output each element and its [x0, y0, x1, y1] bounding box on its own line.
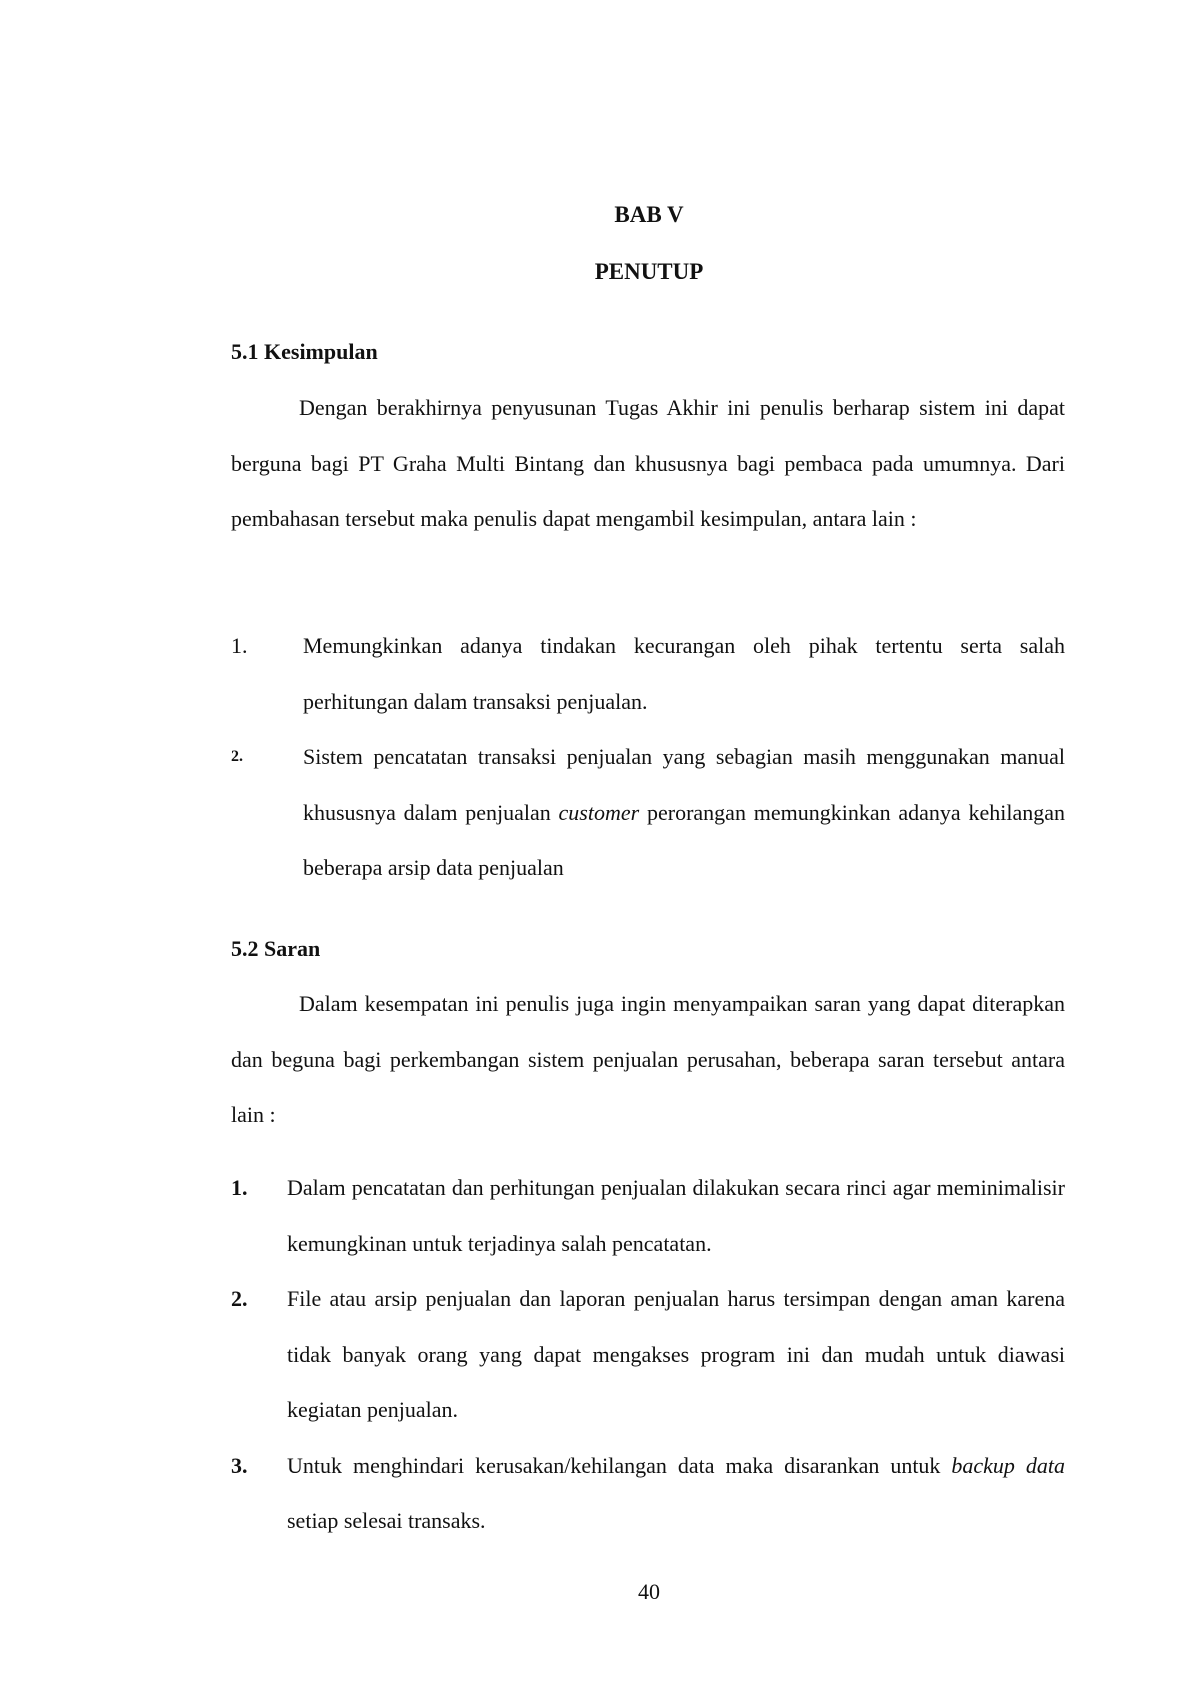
saran-list	[231, 1160, 1065, 1549]
list-item-number: 3.	[231, 1452, 248, 1478]
list-item-number: 1.	[231, 633, 248, 658]
italic-term: customer	[558, 799, 640, 825]
list-item	[231, 618, 1065, 729]
list-item-text: Untuk menghindari kerusakan/kehilangan data maka disarankan untuk backup data setiap selesai transaks.	[287, 1452, 1065, 1533]
list-item-text: Sistem pencatatan transaksi penjualan yang sebagian masih menggunakan manual khususnya dalam penjualan customer perorangan memungkinkan adanya kehilangan beberapa arsip data penjualan	[303, 744, 1065, 880]
list-item-number: 2.	[231, 748, 243, 765]
section-heading-saran: 5.2 Saran	[231, 936, 321, 961]
list-item-text: File atau arsip penjualan dan laporan penjualan harus tersimpan dengan aman karena tidak banyak orang yang dapat mengakses program ini dan mudah untuk diawasi kegiatan penjualan.	[287, 1286, 1065, 1422]
list-item	[231, 729, 1065, 896]
list-item-text: Dalam pencatatan dan perhitungan penjualan dilakukan secara rinci agar meminimalisir kemungkinan untuk terjadinya salah pencatatan.	[287, 1175, 1065, 1256]
page-number: 40	[638, 1579, 660, 1604]
list-item	[231, 1271, 1065, 1438]
list-item-number: 2.	[231, 1286, 248, 1311]
kesimpulan-list	[231, 618, 1065, 896]
saran-paragraph: Dalam kesempatan ini penulis juga ingin menyampaikan saran yang dapat diterapkan dan beguna bagi perkembangan sistem penjualan perusahan, beberapa saran tersebut antara lain :	[231, 991, 1065, 1127]
list-item	[231, 1160, 1065, 1271]
chapter-label: BAB V	[614, 202, 684, 227]
chapter-title: PENUTUP	[594, 259, 704, 284]
italic-term: backup data	[951, 1452, 1065, 1478]
list-item-number: 1.	[231, 1175, 248, 1200]
section-heading-kesimpulan: 5.1 Kesimpulan	[231, 339, 378, 364]
list-item-text: Memungkinkan adanya tindakan kecurangan oleh pihak tertentu serta salah perhitungan dalam transaksi penjualan.	[303, 633, 1065, 714]
kesimpulan-paragraph: Dengan berakhirnya penyusunan Tugas Akhir ini penulis berharap sistem ini dapat berguna bagi PT Graha Multi Bintang dan khususnya bagi pembaca pada umumnya. Dari pembahasan tersebut maka penulis dapat mengambil kesimpulan, antara lain :	[231, 395, 1065, 531]
list-item	[231, 1438, 1065, 1549]
